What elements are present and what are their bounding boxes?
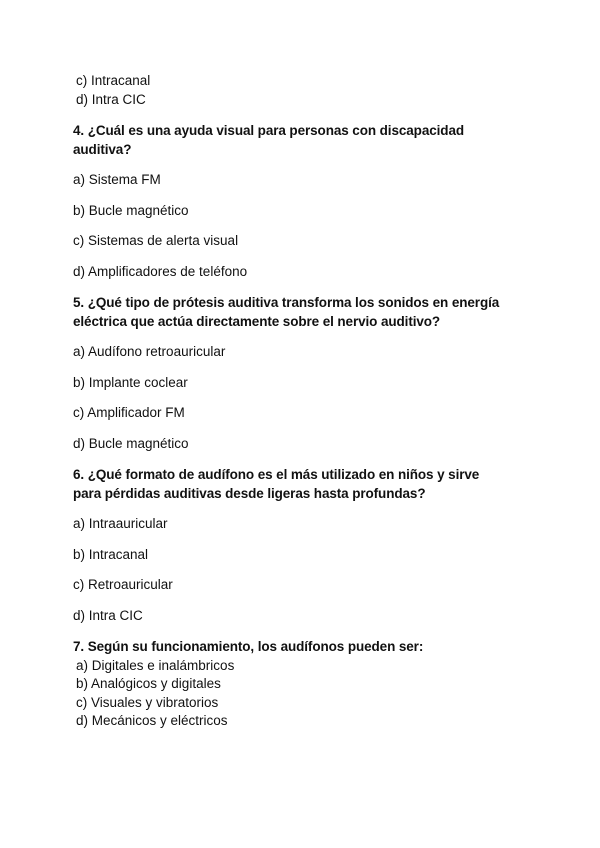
question-4-option-c: c) Sistemas de alerta visual	[73, 233, 239, 248]
question-6-option-c: c) Retroauricular	[73, 577, 173, 592]
question-4-text-line-1: 4. ¿Cuál es una ayuda visual para personas con discapacidad	[73, 123, 464, 138]
question-5-option-d: d) Bucle magnético	[73, 436, 189, 451]
option-d-prev: d) Intra CIC	[76, 92, 146, 107]
question-6-text-line-1: 6. ¿Qué formato de audífono es el más utilizado en niños y sirve	[73, 467, 480, 482]
question-6-text-line-2: para pérdidas auditivas desde ligeras hasta profundas?	[73, 486, 426, 501]
question-7-option-d: d) Mecánicos y eléctricos	[76, 713, 228, 728]
question-4-text-line-2: auditiva?	[73, 142, 132, 157]
question-4-option-a: a) Sistema FM	[73, 172, 161, 187]
question-7-option-c: c) Visuales y vibratorios	[76, 695, 219, 710]
question-6-option-d: d) Intra CIC	[73, 608, 143, 623]
question-7-option-a: a) Digitales e inalámbricos	[76, 658, 235, 673]
question-4-option-b: b) Bucle magnético	[73, 203, 189, 218]
question-6-option-a: a) Intraauricular	[73, 516, 168, 531]
option-c-prev: c) Intracanal	[76, 73, 151, 88]
question-5-option-c: c) Amplificador FM	[73, 405, 185, 420]
question-5-text-line-1: 5. ¿Qué tipo de prótesis auditiva transforma los sonidos en energía	[73, 295, 500, 310]
question-5-text-line-2: eléctrica que actúa directamente sobre el nervio auditivo?	[73, 314, 441, 329]
question-7-text: 7. Según su funcionamiento, los audífonos pueden ser:	[73, 639, 424, 654]
question-5-option-b: b) Implante coclear	[73, 375, 188, 390]
question-4-option-d: d) Amplificadores de teléfono	[73, 264, 248, 279]
question-7-option-b: b) Analógicos y digitales	[76, 676, 221, 691]
question-5-option-a: a) Audífono retroauricular	[73, 344, 226, 359]
question-6-option-b: b) Intracanal	[73, 547, 149, 562]
